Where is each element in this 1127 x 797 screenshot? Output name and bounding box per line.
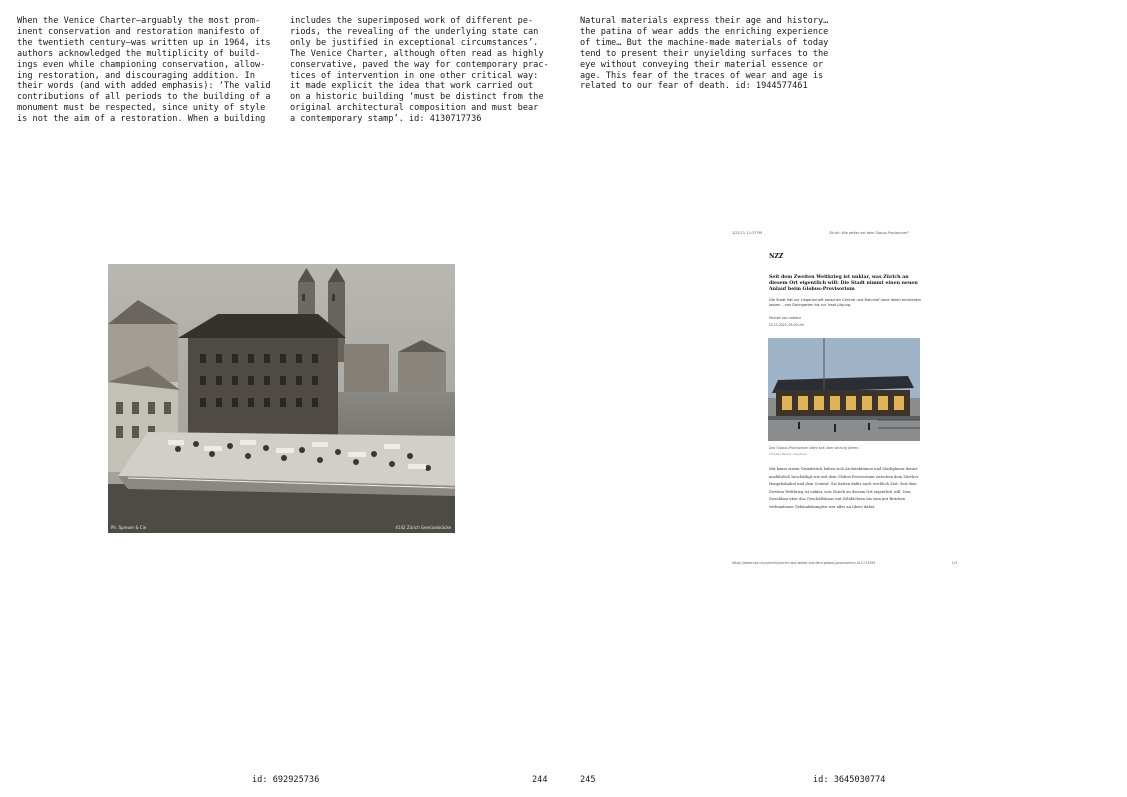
- photo-caption-right: 4142 Zürich Gemüsebrücke: [395, 525, 451, 530]
- article-lead: Die Stadt hat zur Liegenschaft zwischen Central und Bahnhof neue Ideen entwickeln lassen – von Dachgarten bis zur Insel-Lösung.: [769, 298, 922, 308]
- historic-zurich-photo: [108, 264, 455, 533]
- article-print-date: 2/22/23, 11:37 PM: [732, 231, 763, 235]
- article-url: https://www.nzz.ch/zuerich/zuerich-wie-weiter-mit-dem-globus-provisorium-ld.1713459: [732, 561, 876, 565]
- left-text-column-2: includes the superimposed work of different pe- riods, the revealing of the underlying state can only be justified in exceptional circumstances’. The Venice Charter, although often read as highly conservative, paved the way for contemporary prac- tices of intervention in one other critical way: it made explicit the idea that work carried out on a historic building ‘must be distinct from the original architectural composition and must bear a contemporary stamp’. id: 4130717736: [290, 16, 549, 125]
- nzz-logo: NZZ: [769, 253, 784, 260]
- photo-graphic: [108, 264, 455, 533]
- article-author: Michael von Ledebur: [769, 316, 802, 320]
- photo-caption-left: Ph. Spreuer & Cie: [111, 525, 147, 530]
- article-image-graphic: [768, 338, 920, 441]
- article-body: Mit kaum einem Grundstück haben sich Architektinnen und Stadtplaner derart ausführlich beschäftigt wie mit dem Globus-Provisorium zwischen dem Zürcher Hauptbahnhof und dem Central. Sie hatten dafür auch reichlich Zeit: Seit dem Zweiten Weltkrieg ist unklar, was Zürich an diesem Ort eigentlich will. Vom Zweckbau über das Geschäftshaus mit Zeltdächern bis zum mit Brücken verbundenen Gebäudekomplex war alles an Ideen dabei.: [769, 467, 919, 509]
- article-image-caption: Das Globus-Provisorium steht seit über sechzig Jahren.: [769, 446, 860, 450]
- article-headline: Seit dem Zweiten Weltkrieg ist unklar, was Zürich an diesem Ort eigentlich will: Die Stadt nimmt einen neuen Anlauf beim Globus-Provisorium: [769, 275, 918, 293]
- article-published: 22.11.2022, 05.00 Uhr: [769, 323, 805, 327]
- article-page-number: 1/3: [951, 561, 957, 565]
- nzz-article-printout: [728, 228, 962, 570]
- article-image-credit: Christian Beutler / Keystone: [769, 452, 807, 456]
- left-text-column-1: When the Venice Charter—arguably the most prom- inent conservation and restoration manifesto of the twentieth century—was written up in 1964, its authors acknowledged the multiplicity of build- ings even while championing conservation, allow- ing restoration, and discouraging addition. In their words (and with added emphasis): ‘The valid contributions of all periods to the building of a monument must be respected, since unity of style is not the aim of a restoration. When a building: [17, 16, 271, 125]
- right-text-column: Natural materials express their age and history… the patina of wear adds the enriching experience of time… But the machine-made materials of today tend to present their unyielding surfaces to the eye without conveying their material essence or age. This fear of the traces of wear and age is related to our fear of death. id: 1944577461: [580, 16, 829, 92]
- article-print-title: Zürich: Wie weiter mit dem Globus-Provisorium?: [829, 231, 909, 235]
- globus-provisorium-photo: [768, 338, 920, 441]
- right-page-number: 245: [580, 775, 596, 785]
- left-footer-id: id: 692925736: [252, 775, 320, 785]
- left-page-number: 244: [532, 775, 548, 785]
- right-footer-id: id: 3645030774: [813, 775, 886, 785]
